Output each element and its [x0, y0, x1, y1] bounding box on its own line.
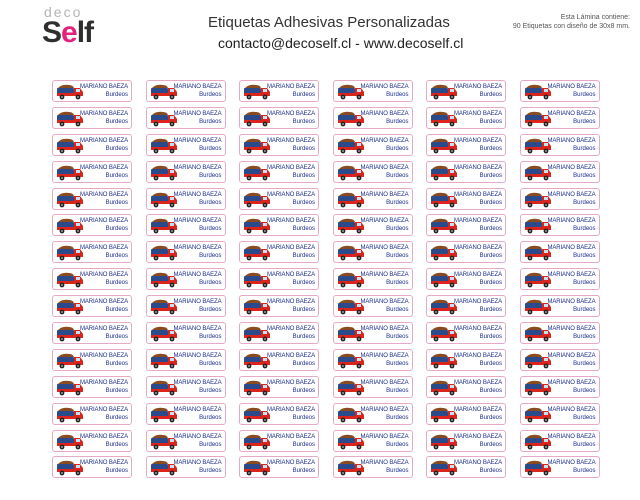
label-name: MARIANO BAEZA [453, 110, 502, 117]
label-name: MARIANO BAEZA [266, 164, 315, 171]
sticker-label [333, 349, 413, 371]
sticker-label [52, 214, 132, 236]
sticker-label [520, 107, 600, 129]
sticker-label [146, 241, 226, 263]
sticker-label [239, 241, 319, 263]
label-name: MARIANO BAEZA [547, 218, 596, 225]
sticker-label [52, 134, 132, 156]
sticker-label [52, 268, 132, 290]
label-subtitle: Burdeos [386, 360, 409, 367]
sticker-label [426, 214, 506, 236]
label-name: MARIANO BAEZA [173, 191, 222, 198]
label-name: MARIANO BAEZA [453, 245, 502, 252]
label-name: MARIANO BAEZA [360, 460, 409, 467]
label-name: MARIANO BAEZA [453, 460, 502, 467]
sticker-label [426, 349, 506, 371]
label-subtitle: Burdeos [292, 360, 315, 367]
label-name: MARIANO BAEZA [173, 299, 222, 306]
label-subtitle: Burdeos [386, 253, 409, 260]
sticker-label [333, 161, 413, 183]
sticker-label [520, 241, 600, 263]
sticker-label [520, 188, 600, 210]
sticker-label [333, 80, 413, 102]
label-subtitle: Burdeos [386, 145, 409, 152]
sticker-label [333, 107, 413, 129]
label-subtitle: Burdeos [105, 253, 128, 260]
sticker-label [333, 456, 413, 478]
label-name: MARIANO BAEZA [173, 164, 222, 171]
label-subtitle: Burdeos [292, 226, 315, 233]
label-subtitle: Burdeos [199, 334, 222, 341]
label-subtitle: Burdeos [199, 414, 222, 421]
label-subtitle: Burdeos [105, 307, 128, 314]
label-name: MARIANO BAEZA [547, 460, 596, 467]
label-name: MARIANO BAEZA [547, 326, 596, 333]
label-subtitle: Burdeos [292, 118, 315, 125]
label-name: MARIANO BAEZA [266, 191, 315, 198]
label-subtitle: Burdeos [573, 414, 596, 421]
label-subtitle: Burdeos [386, 414, 409, 421]
sticker-label [426, 241, 506, 263]
label-name: MARIANO BAEZA [79, 137, 128, 144]
sticker-label [333, 188, 413, 210]
sticker-label [239, 161, 319, 183]
label-subtitle: Burdeos [573, 253, 596, 260]
sticker-label [426, 430, 506, 452]
label-name: MARIANO BAEZA [360, 352, 409, 359]
label-name: MARIANO BAEZA [79, 164, 128, 171]
label-name: MARIANO BAEZA [453, 84, 502, 90]
label-name: MARIANO BAEZA [266, 110, 315, 117]
sticker-label [426, 268, 506, 290]
label-subtitle: Burdeos [479, 92, 502, 98]
label-name: MARIANO BAEZA [266, 137, 315, 144]
label-name: MARIANO BAEZA [360, 218, 409, 225]
label-subtitle: Burdeos [105, 280, 128, 287]
sticker-label [239, 456, 319, 478]
label-name: MARIANO BAEZA [79, 433, 128, 440]
label-name: MARIANO BAEZA [173, 218, 222, 225]
sticker-label [520, 322, 600, 344]
sticker-label [333, 241, 413, 263]
label-name: MARIANO BAEZA [547, 191, 596, 198]
label-subtitle: Burdeos [479, 118, 502, 125]
sticker-label [239, 80, 319, 102]
sticker-label [239, 430, 319, 452]
sticker-label [146, 214, 226, 236]
label-subtitle: Burdeos [105, 92, 128, 98]
label-name: MARIANO BAEZA [453, 352, 502, 359]
label-name: MARIANO BAEZA [547, 110, 596, 117]
label-name: MARIANO BAEZA [360, 299, 409, 306]
label-subtitle: Burdeos [105, 226, 128, 233]
label-subtitle: Burdeos [199, 92, 222, 98]
label-subtitle: Burdeos [479, 199, 502, 206]
label-subtitle: Burdeos [199, 307, 222, 314]
label-name: MARIANO BAEZA [453, 299, 502, 306]
label-name: MARIANO BAEZA [547, 379, 596, 386]
label-subtitle: Burdeos [386, 307, 409, 314]
label-subtitle: Burdeos [292, 280, 315, 287]
label-name: MARIANO BAEZA [266, 272, 315, 279]
label-subtitle: Burdeos [479, 468, 502, 475]
sticker-label [146, 161, 226, 183]
sticker-label [333, 214, 413, 236]
sticker-label [520, 80, 600, 102]
label-name: MARIANO BAEZA [360, 110, 409, 117]
label-sheet [52, 80, 636, 474]
label-subtitle: Burdeos [479, 307, 502, 314]
label-subtitle: Burdeos [479, 360, 502, 367]
sticker-label [426, 134, 506, 156]
sticker-label [52, 403, 132, 425]
label-name: MARIANO BAEZA [453, 379, 502, 386]
sticker-label [520, 430, 600, 452]
sticker-label [520, 403, 600, 425]
contact-line: contacto@decoself.cl - www.decoself.cl [218, 35, 464, 51]
label-name: MARIANO BAEZA [360, 272, 409, 279]
sticker-label [333, 322, 413, 344]
sticker-label [333, 134, 413, 156]
sticker-label [146, 349, 226, 371]
label-name: MARIANO BAEZA [266, 326, 315, 333]
sticker-label [239, 349, 319, 371]
sticker-label [146, 268, 226, 290]
label-name: MARIANO BAEZA [173, 406, 222, 413]
sticker-label [426, 403, 506, 425]
label-subtitle: Burdeos [292, 387, 315, 394]
sticker-label [239, 214, 319, 236]
label-name: MARIANO BAEZA [360, 326, 409, 333]
label-subtitle: Burdeos [573, 387, 596, 394]
label-name: MARIANO BAEZA [79, 218, 128, 225]
label-subtitle: Burdeos [386, 334, 409, 341]
label-subtitle: Burdeos [479, 253, 502, 260]
label-subtitle: Burdeos [292, 307, 315, 314]
label-subtitle: Burdeos [573, 468, 596, 475]
label-name: MARIANO BAEZA [360, 84, 409, 90]
label-subtitle: Burdeos [479, 387, 502, 394]
label-name: MARIANO BAEZA [453, 191, 502, 198]
label-name: MARIANO BAEZA [173, 272, 222, 279]
label-name: MARIANO BAEZA [547, 406, 596, 413]
label-subtitle: Burdeos [573, 199, 596, 206]
label-subtitle: Burdeos [573, 441, 596, 448]
label-name: MARIANO BAEZA [360, 245, 409, 252]
sticker-label [426, 295, 506, 317]
sticker-label [52, 349, 132, 371]
label-subtitle: Burdeos [105, 199, 128, 206]
sticker-label [146, 80, 226, 102]
label-subtitle: Burdeos [292, 145, 315, 152]
label-name: MARIANO BAEZA [266, 379, 315, 386]
sheet-info [513, 13, 630, 31]
label-name: MARIANO BAEZA [79, 272, 128, 279]
label-subtitle: Burdeos [386, 468, 409, 475]
label-subtitle: Burdeos [199, 118, 222, 125]
sticker-label [333, 376, 413, 398]
sheet-info-line2: 90 Etiquetas con diseño de 30x8 mm. [512, 23, 630, 30]
label-name: MARIANO BAEZA [79, 191, 128, 198]
label-name: MARIANO BAEZA [79, 460, 128, 467]
sticker-label [146, 430, 226, 452]
label-name: MARIANO BAEZA [79, 406, 128, 413]
label-subtitle: Burdeos [105, 441, 128, 448]
sticker-label [426, 322, 506, 344]
label-name: MARIANO BAEZA [360, 379, 409, 386]
sticker-label [520, 349, 600, 371]
label-subtitle: Burdeos [105, 145, 128, 152]
label-name: MARIANO BAEZA [173, 137, 222, 144]
decoself-logo [40, 4, 110, 54]
label-name: MARIANO BAEZA [547, 272, 596, 279]
sticker-label [426, 107, 506, 129]
label-subtitle: Burdeos [105, 172, 128, 179]
label-name: MARIANO BAEZA [173, 352, 222, 359]
sticker-label [52, 188, 132, 210]
label-subtitle: Burdeos [199, 172, 222, 179]
label-subtitle: Burdeos [199, 253, 222, 260]
sticker-label [239, 322, 319, 344]
label-subtitle: Burdeos [386, 280, 409, 287]
label-subtitle: Burdeos [573, 334, 596, 341]
sticker-label [333, 430, 413, 452]
label-subtitle: Burdeos [479, 334, 502, 341]
label-name: MARIANO BAEZA [453, 326, 502, 333]
sticker-label [426, 161, 506, 183]
label-name: MARIANO BAEZA [173, 379, 222, 386]
label-name: MARIANO BAEZA [173, 460, 222, 467]
label-name: MARIANO BAEZA [173, 110, 222, 117]
label-name: MARIANO BAEZA [360, 191, 409, 198]
sticker-label [426, 376, 506, 398]
label-subtitle: Burdeos [292, 172, 315, 179]
label-subtitle: Burdeos [573, 360, 596, 367]
sticker-label [520, 161, 600, 183]
sticker-label [426, 80, 506, 102]
label-name: MARIANO BAEZA [266, 218, 315, 225]
label-subtitle: Burdeos [479, 414, 502, 421]
label-subtitle: Burdeos [386, 226, 409, 233]
sticker-label [146, 107, 226, 129]
label-name: MARIANO BAEZA [79, 352, 128, 359]
label-subtitle: Burdeos [199, 468, 222, 475]
sticker-label [520, 456, 600, 478]
label-name: MARIANO BAEZA [360, 406, 409, 413]
label-name: MARIANO BAEZA [79, 379, 128, 386]
label-name: MARIANO BAEZA [173, 84, 222, 90]
label-subtitle: Burdeos [199, 145, 222, 152]
label-subtitle: Burdeos [479, 441, 502, 448]
label-name: MARIANO BAEZA [266, 406, 315, 413]
sticker-label [239, 134, 319, 156]
sticker-label [52, 322, 132, 344]
label-name: MARIANO BAEZA [547, 352, 596, 359]
label-subtitle: Burdeos [105, 414, 128, 421]
label-subtitle: Burdeos [573, 307, 596, 314]
label-name: MARIANO BAEZA [453, 164, 502, 171]
sticker-label [146, 134, 226, 156]
label-subtitle: Burdeos [292, 92, 315, 98]
label-name: MARIANO BAEZA [173, 433, 222, 440]
sticker-label [520, 134, 600, 156]
label-subtitle: Burdeos [386, 387, 409, 394]
sticker-label [520, 376, 600, 398]
label-subtitle: Burdeos [105, 118, 128, 125]
label-name: MARIANO BAEZA [79, 245, 128, 252]
label-name: MARIANO BAEZA [79, 110, 128, 117]
label-subtitle: Burdeos [199, 226, 222, 233]
label-name: MARIANO BAEZA [547, 433, 596, 440]
label-subtitle: Burdeos [105, 360, 128, 367]
label-subtitle: Burdeos [573, 280, 596, 287]
logo-self-text: Self [42, 16, 94, 49]
label-name: MARIANO BAEZA [453, 137, 502, 144]
label-subtitle: Burdeos [105, 387, 128, 394]
label-name: MARIANO BAEZA [547, 164, 596, 171]
label-name: MARIANO BAEZA [547, 137, 596, 144]
label-name: MARIANO BAEZA [173, 245, 222, 252]
label-name: MARIANO BAEZA [547, 245, 596, 252]
label-subtitle: Burdeos [199, 387, 222, 394]
label-name: MARIANO BAEZA [360, 164, 409, 171]
label-name: MARIANO BAEZA [547, 84, 596, 90]
sticker-label [52, 107, 132, 129]
label-subtitle: Burdeos [105, 468, 128, 475]
sticker-label [146, 456, 226, 478]
label-name: MARIANO BAEZA [266, 299, 315, 306]
sticker-label [239, 403, 319, 425]
label-subtitle: Burdeos [479, 280, 502, 287]
label-subtitle: Burdeos [292, 468, 315, 475]
label-name: MARIANO BAEZA [79, 299, 128, 306]
label-subtitle: Burdeos [199, 441, 222, 448]
sticker-label [333, 268, 413, 290]
label-subtitle: Burdeos [199, 280, 222, 287]
sticker-label [146, 295, 226, 317]
page-title: Etiquetas Adhesivas Personalizadas [208, 14, 450, 31]
sticker-label [52, 430, 132, 452]
sheet-info-line1: Esta Lámina contiene: [560, 14, 630, 21]
label-subtitle: Burdeos [386, 118, 409, 125]
sticker-label [52, 241, 132, 263]
label-subtitle: Burdeos [573, 226, 596, 233]
label-subtitle: Burdeos [292, 441, 315, 448]
label-subtitle: Burdeos [479, 145, 502, 152]
label-name: MARIANO BAEZA [266, 433, 315, 440]
sticker-label [426, 456, 506, 478]
label-name: MARIANO BAEZA [173, 326, 222, 333]
label-name: MARIANO BAEZA [266, 460, 315, 467]
label-subtitle: Burdeos [573, 145, 596, 152]
label-subtitle: Burdeos [573, 118, 596, 125]
label-subtitle: Burdeos [292, 414, 315, 421]
sticker-label [146, 403, 226, 425]
label-subtitle: Burdeos [386, 92, 409, 98]
label-name: MARIANO BAEZA [360, 433, 409, 440]
sticker-label [239, 376, 319, 398]
label-name: MARIANO BAEZA [79, 84, 128, 90]
sticker-label [52, 295, 132, 317]
sticker-label [520, 214, 600, 236]
label-subtitle: Burdeos [292, 253, 315, 260]
label-name: MARIANO BAEZA [79, 326, 128, 333]
label-subtitle: Burdeos [573, 172, 596, 179]
label-name: MARIANO BAEZA [266, 245, 315, 252]
label-subtitle: Burdeos [292, 199, 315, 206]
sticker-label [426, 188, 506, 210]
sticker-label [52, 161, 132, 183]
label-name: MARIANO BAEZA [547, 299, 596, 306]
label-subtitle: Burdeos [386, 199, 409, 206]
sticker-label [52, 456, 132, 478]
label-subtitle: Burdeos [199, 360, 222, 367]
label-subtitle: Burdeos [105, 334, 128, 341]
label-subtitle: Burdeos [386, 441, 409, 448]
label-subtitle: Burdeos [386, 172, 409, 179]
label-name: MARIANO BAEZA [360, 137, 409, 144]
label-name: MARIANO BAEZA [453, 406, 502, 413]
logo-deco-text: deco [44, 4, 83, 20]
sticker-label [333, 295, 413, 317]
sticker-label [333, 403, 413, 425]
label-subtitle: Burdeos [573, 92, 596, 98]
sticker-label [146, 322, 226, 344]
sticker-label [146, 376, 226, 398]
label-subtitle: Burdeos [292, 334, 315, 341]
label-subtitle: Burdeos [479, 172, 502, 179]
sticker-label [239, 107, 319, 129]
sticker-label [520, 295, 600, 317]
sticker-label [146, 188, 226, 210]
label-name: MARIANO BAEZA [453, 272, 502, 279]
label-name: MARIANO BAEZA [266, 352, 315, 359]
sticker-label [239, 268, 319, 290]
sticker-label [52, 376, 132, 398]
label-subtitle: Burdeos [199, 199, 222, 206]
sticker-label [52, 80, 132, 102]
label-subtitle: Burdeos [479, 226, 502, 233]
label-name: MARIANO BAEZA [453, 218, 502, 225]
sticker-label [239, 295, 319, 317]
sticker-label [239, 188, 319, 210]
label-name: MARIANO BAEZA [266, 84, 315, 90]
label-name: MARIANO BAEZA [453, 433, 502, 440]
sticker-label [520, 268, 600, 290]
